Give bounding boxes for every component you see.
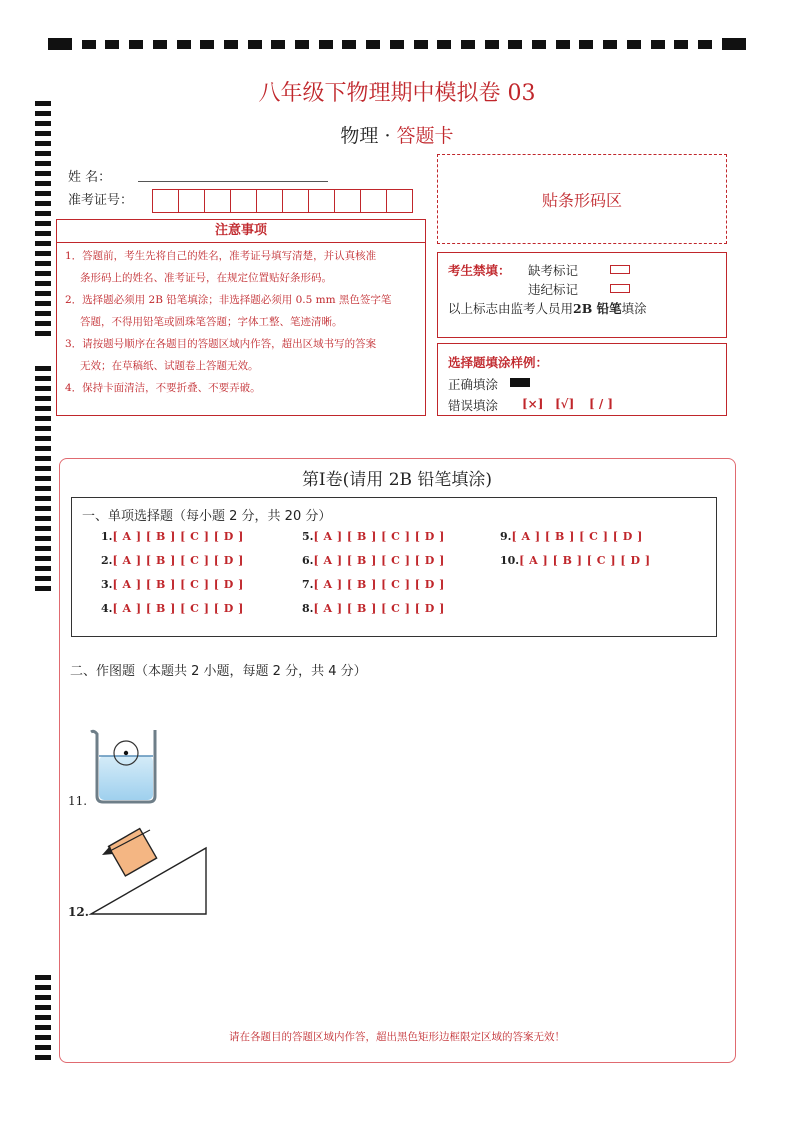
registration-mark — [651, 40, 665, 49]
forbidden-title: 考生禁填： — [448, 263, 511, 278]
id-digit-box[interactable] — [179, 190, 205, 212]
mc-question-1[interactable] — [101, 530, 244, 543]
side-mark — [35, 181, 51, 186]
question-number: 6. — [302, 554, 314, 567]
side-mark — [35, 161, 51, 166]
id-digit-box[interactable] — [361, 190, 387, 212]
mc-question-3[interactable] — [101, 578, 244, 591]
mc-question-7[interactable] — [302, 578, 445, 591]
page-subtitle — [0, 121, 794, 148]
mc-question-5[interactable] — [302, 530, 445, 543]
id-digit-box[interactable] — [309, 190, 335, 212]
registration-mark — [224, 40, 238, 49]
side-mark — [35, 386, 51, 391]
section1-title: 第Ⅰ卷(请用 2B 铅笔填涂) — [301, 470, 493, 490]
side-mark — [35, 506, 51, 511]
side-mark — [35, 291, 51, 296]
side-mark — [35, 1055, 51, 1060]
answer-options[interactable]: [ A ] [ B ] [ C ] [ D ] — [313, 602, 445, 615]
beaker-diagram[interactable] — [88, 726, 160, 806]
side-mark — [35, 376, 51, 381]
correct-fill-label: 正确填涂 — [448, 377, 499, 392]
answer-options[interactable]: [ A ] [ B ] [ C ] [ D ] — [519, 554, 651, 567]
registration-mark — [579, 40, 593, 49]
side-mark — [35, 396, 51, 401]
side-mark — [35, 446, 51, 451]
wrong-example-1: [×] — [522, 397, 544, 411]
notice-line: 条形码上的姓名、准考证号，在规定位置贴好条形码。 — [80, 272, 332, 284]
side-mark — [35, 406, 51, 411]
side-mark — [35, 261, 51, 266]
side-mark — [35, 221, 51, 226]
notice-item-3 — [57, 333, 425, 377]
subtitle-card: 答题卡 — [396, 125, 454, 147]
id-digit-box[interactable] — [231, 190, 257, 212]
registration-mark — [722, 38, 746, 50]
notice-box — [56, 219, 426, 416]
id-digit-box[interactable] — [283, 190, 309, 212]
answer-options[interactable]: [ A ] [ B ] [ C ] [ D ] — [112, 602, 244, 615]
answer-options[interactable]: [ A ] [ B ] [ C ] [ D ] — [313, 578, 445, 591]
side-mark — [35, 426, 51, 431]
side-mark — [35, 321, 51, 326]
barcode-area — [437, 154, 727, 244]
note-bold: 2B 铅笔 — [573, 301, 622, 316]
correct-fill-mark — [510, 378, 530, 387]
drawing-section-heading: 二、作图题（本题共 2 小题，每题 2 分，共 4 分） — [70, 664, 367, 679]
side-mark — [35, 985, 51, 990]
side-mark — [35, 975, 51, 980]
registration-mark — [556, 40, 570, 49]
question-number: 9. — [500, 530, 512, 543]
registration-mark — [508, 40, 522, 49]
notice-line: 4．保持卡面清洁，不要折叠、不要弄破。 — [65, 382, 261, 394]
question-number: 10. — [500, 554, 520, 567]
notice-line: 答题，不得用铅笔或圆珠笔答题；字体工整、笔迹清晰。 — [80, 316, 343, 328]
registration-mark — [48, 38, 72, 50]
registration-mark — [295, 40, 309, 49]
mc-question-6[interactable] — [302, 554, 445, 567]
side-mark — [35, 191, 51, 196]
side-mark — [35, 566, 51, 571]
mc-question-4[interactable] — [101, 602, 244, 615]
side-mark — [35, 301, 51, 306]
notice-item-1 — [57, 245, 425, 289]
side-mark — [35, 995, 51, 1000]
question-number: 2. — [101, 554, 113, 567]
barcode-label: 贴条形码区 — [541, 190, 622, 210]
side-mark — [35, 556, 51, 561]
sample-title: 选择题填涂样例： — [448, 355, 549, 370]
mc-question-10[interactable] — [500, 554, 651, 567]
answer-options[interactable]: [ A ] [ B ] [ C ] [ D ] — [313, 530, 445, 543]
registration-mark — [200, 40, 214, 49]
id-label: 准考证号： — [68, 193, 134, 208]
side-mark — [35, 366, 51, 371]
side-mark — [35, 436, 51, 441]
side-mark — [35, 416, 51, 421]
id-digit-box[interactable] — [205, 190, 231, 212]
registration-mark — [461, 40, 475, 49]
answer-options[interactable]: [ A ] [ B ] [ C ] [ D ] — [511, 530, 643, 543]
side-mark — [35, 331, 51, 336]
registration-mark — [698, 40, 712, 49]
side-mark — [35, 211, 51, 216]
question-number: 4. — [101, 602, 113, 615]
footer-note: 请在各题目的答题区域内作答，超出黑色矩形边框限定区域的答案无效！ — [229, 1031, 565, 1043]
side-mark — [35, 111, 51, 116]
notice-line: 1．答题前，考生先将自己的姓名，准考证号填写清楚，并认真核准 — [65, 250, 377, 262]
notice-line: 3．请按题号顺序在各题目的答题区域内作答，超出区域书写的答案 — [65, 338, 377, 350]
registration-mark — [105, 40, 119, 49]
answer-options[interactable]: [ A ] [ B ] [ C ] [ D ] — [112, 530, 244, 543]
absent-label: 缺考标记 — [528, 263, 579, 278]
mc-heading: 一、单项选择题（每小题 2 分，共 20 分） — [82, 509, 332, 524]
page-title: 八年级下物理期中模拟卷 03 — [258, 81, 536, 106]
top-registration-marks — [48, 38, 746, 50]
notice-line: 无效；在草稿纸、试题卷上答题无效。 — [80, 360, 259, 372]
id-digit-box[interactable] — [153, 190, 179, 212]
side-mark — [35, 171, 51, 176]
block — [108, 829, 156, 876]
ball-center — [124, 751, 128, 755]
side-mark — [35, 231, 51, 236]
registration-mark — [342, 40, 356, 49]
absent-mark-box[interactable] — [610, 265, 630, 274]
registration-mark — [485, 40, 499, 49]
forbidden-note — [448, 299, 647, 317]
registration-mark — [82, 40, 96, 49]
subtitle-subject: 物理 · — [340, 125, 397, 147]
question-number: 8. — [302, 602, 314, 615]
notice-item-4 — [57, 377, 425, 399]
registration-mark — [674, 40, 688, 49]
note-text: 填涂 — [621, 301, 647, 316]
side-mark — [35, 516, 51, 521]
side-mark — [35, 1015, 51, 1020]
name-label: 姓 名： — [68, 170, 112, 185]
registration-mark — [319, 40, 333, 49]
notice-item-2 — [57, 289, 425, 333]
wrong-fill-label: 错误填涂 — [448, 398, 499, 413]
registration-mark — [414, 40, 428, 49]
id-digit-box[interactable] — [387, 190, 412, 212]
wrong-example-3: [ / ] — [589, 397, 614, 411]
side-mark — [35, 201, 51, 206]
id-number-boxes[interactable] — [152, 189, 413, 213]
registration-mark — [437, 40, 451, 49]
side-mark — [35, 251, 51, 256]
answer-options[interactable]: [ A ] [ B ] [ C ] [ D ] — [112, 578, 244, 591]
mc-question-9[interactable] — [500, 530, 643, 543]
side-mark — [35, 576, 51, 581]
registration-mark — [248, 40, 262, 49]
registration-mark — [366, 40, 380, 49]
water — [99, 756, 153, 800]
answer-options[interactable]: [ A ] [ B ] [ C ] [ D ] — [112, 554, 244, 567]
side-mark — [35, 496, 51, 501]
id-digit-box[interactable] — [335, 190, 361, 212]
incline-diagram[interactable] — [88, 822, 212, 918]
side-mark — [35, 281, 51, 286]
question-number: 5. — [302, 530, 314, 543]
registration-mark — [271, 40, 285, 49]
fill-sample-box — [437, 343, 727, 416]
notice-heading: 注意事项 — [57, 220, 425, 243]
question-number: 7. — [302, 578, 314, 591]
question-11-number: 11. — [68, 794, 88, 808]
id-digit-box[interactable] — [257, 190, 283, 212]
question-12-number: 12. — [68, 905, 89, 919]
mc-question-2[interactable] — [101, 554, 244, 567]
question-number: 3. — [101, 578, 113, 591]
notice-line: 2．选择题必须用 2B 铅笔填涂；非选择题必须用 0.5 mm 黑色签字笔 — [65, 294, 392, 306]
side-mark — [35, 1005, 51, 1010]
mc-question-8[interactable] — [302, 602, 445, 615]
side-mark — [35, 456, 51, 461]
question-number: 1. — [101, 530, 113, 543]
side-mark — [35, 311, 51, 316]
side-mark — [35, 241, 51, 246]
left-marks-bottom — [35, 975, 51, 1065]
side-mark — [35, 271, 51, 276]
registration-mark — [532, 40, 546, 49]
registration-mark — [603, 40, 617, 49]
registration-mark — [177, 40, 191, 49]
name-input-line[interactable] — [138, 181, 328, 182]
side-mark — [35, 526, 51, 531]
side-mark — [35, 546, 51, 551]
registration-mark — [153, 40, 167, 49]
answer-options[interactable]: [ A ] [ B ] [ C ] [ D ] — [313, 554, 445, 567]
registration-mark — [390, 40, 404, 49]
side-mark — [35, 1045, 51, 1050]
side-mark — [35, 536, 51, 541]
wrong-example-2: [√] — [555, 397, 575, 411]
violation-mark-box[interactable] — [610, 284, 630, 293]
note-text: 以上标志由监考人员用 — [448, 301, 574, 316]
side-mark — [35, 151, 51, 156]
registration-mark — [129, 40, 143, 49]
forbidden-box — [437, 252, 727, 338]
side-mark — [35, 586, 51, 591]
violation-label: 违纪标记 — [528, 282, 579, 297]
registration-mark — [627, 40, 641, 49]
